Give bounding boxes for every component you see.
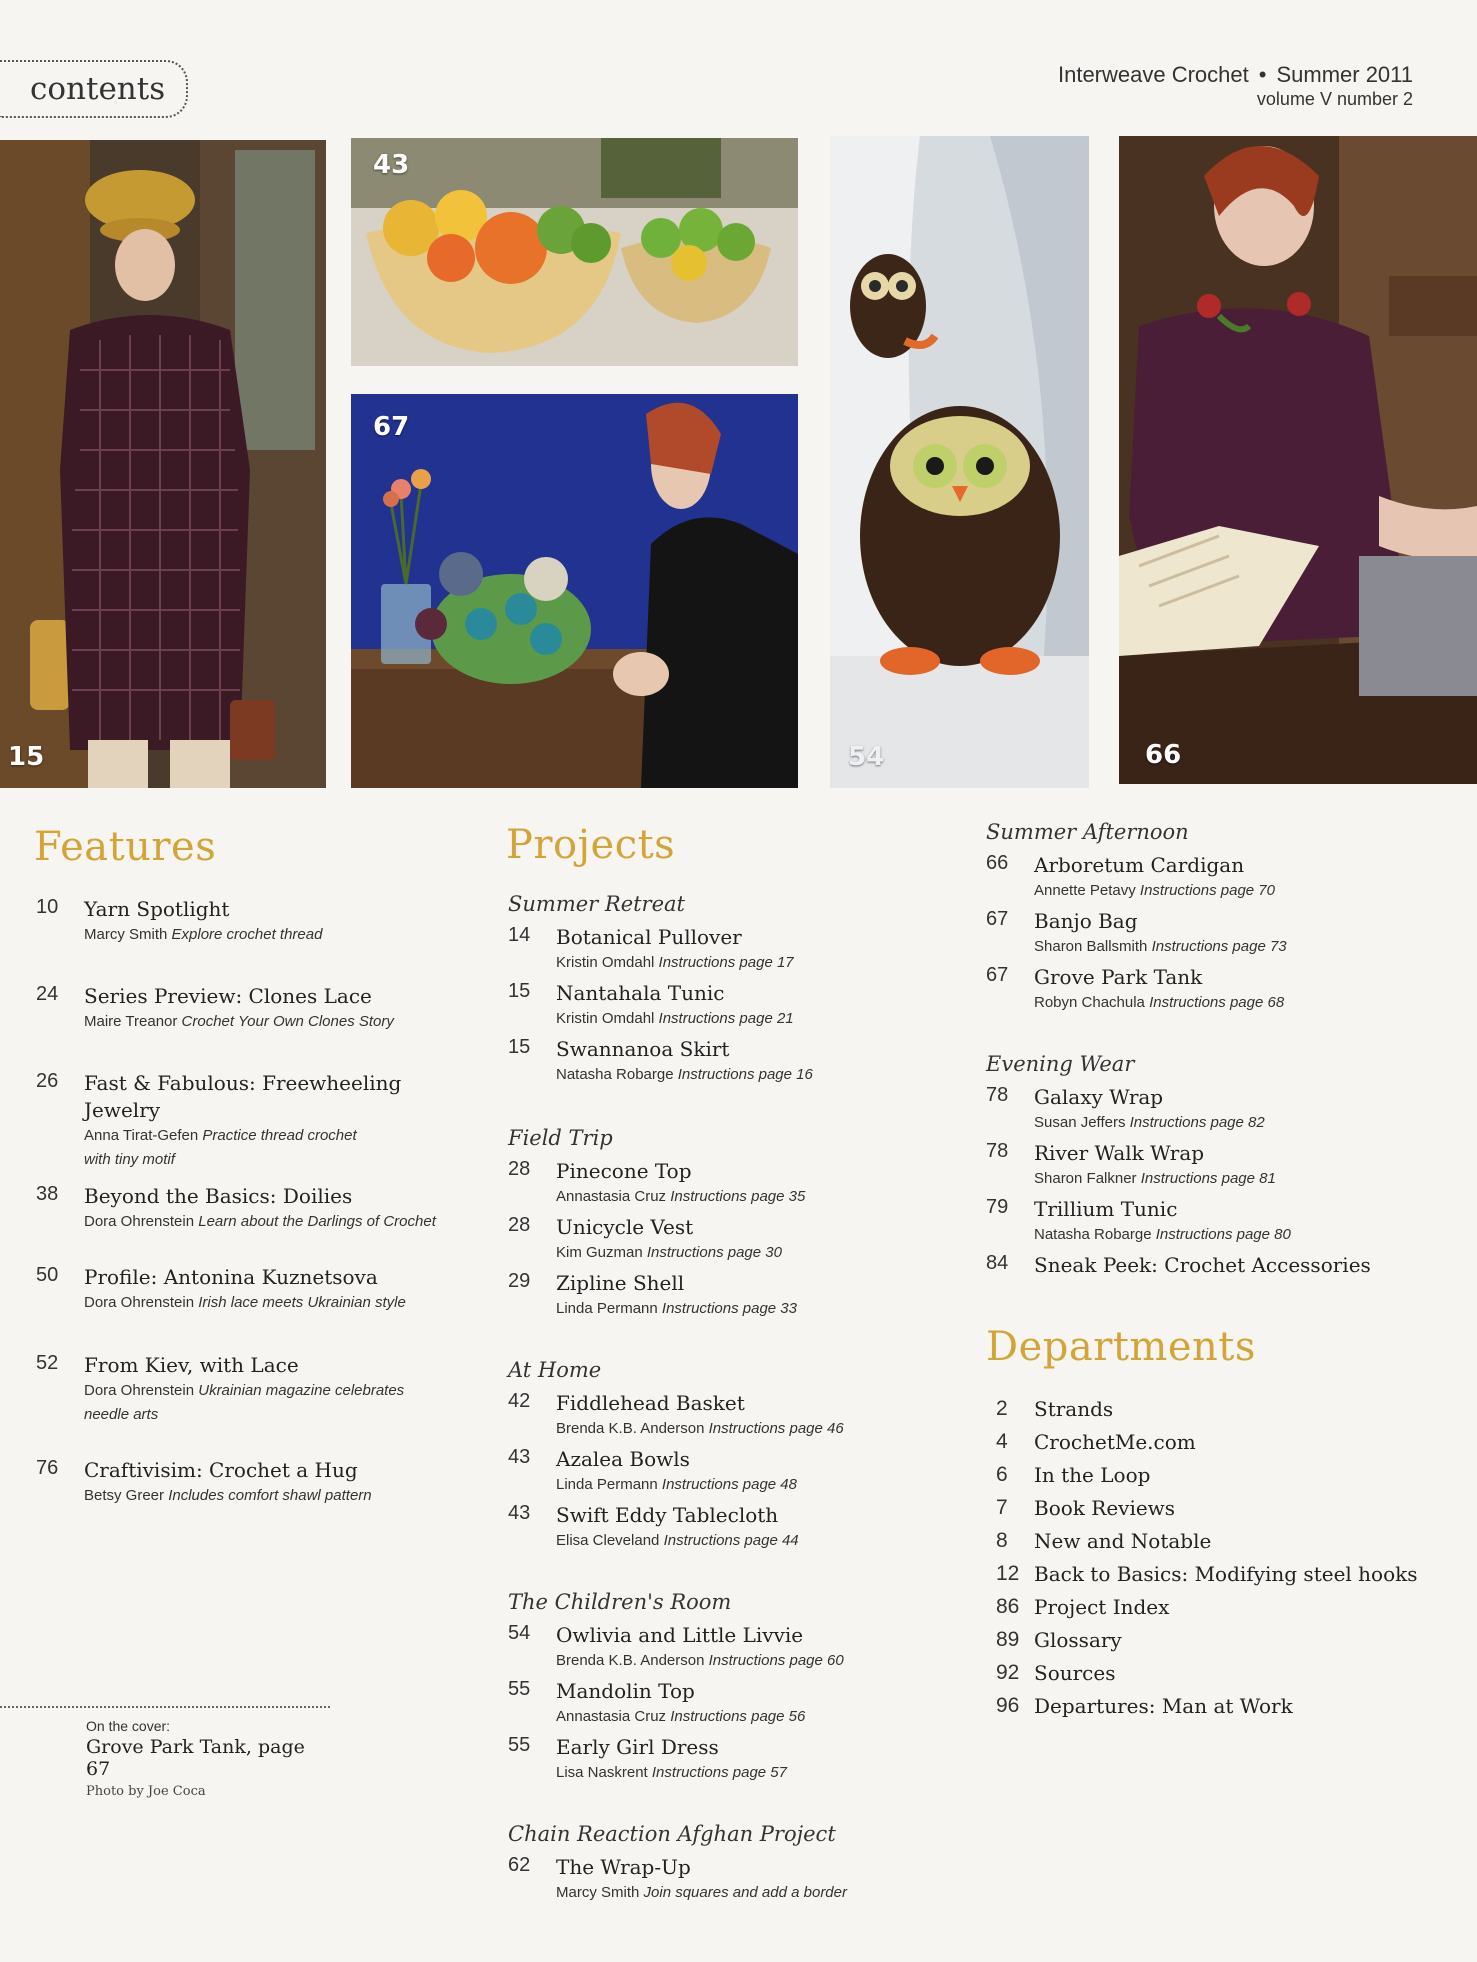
project-group-heading: Chain Reaction Afghan Project xyxy=(508,1822,836,1846)
project-instructions: Instructions page 17 xyxy=(658,954,794,971)
project-title: Unicycle Vest xyxy=(556,1215,694,1239)
project-page: 54 xyxy=(508,1622,531,1644)
project-page: 67 xyxy=(986,964,1009,986)
feature-page: 52 xyxy=(36,1352,59,1374)
feature-page: 38 xyxy=(36,1183,59,1205)
project-page: 28 xyxy=(508,1158,531,1180)
project-page: 42 xyxy=(508,1390,531,1412)
feature-page: 76 xyxy=(36,1457,59,1479)
photo-page-number: 54 xyxy=(848,742,885,772)
cover-credit: Photo by Joe Coca xyxy=(86,1784,206,1799)
feature-page: 26 xyxy=(36,1070,59,1092)
project-page: 84 xyxy=(986,1252,1009,1274)
department-item[interactable] xyxy=(986,1529,1211,1553)
feature-page: 10 xyxy=(36,896,59,918)
project-author: Natasha Robarge xyxy=(1034,1226,1152,1243)
project-title: Swannanoa Skirt xyxy=(556,1037,730,1061)
feature-author: Marcy Smith xyxy=(84,926,168,943)
project-author: Linda Permann xyxy=(556,1300,658,1317)
project-title: Nantahala Tunic xyxy=(556,981,725,1005)
project-item[interactable] xyxy=(508,1214,908,1265)
feature-desc: Ukrainian magazine celebrates xyxy=(198,1382,405,1399)
project-instructions: Instructions page 21 xyxy=(658,1010,794,1027)
contents-label: contents xyxy=(30,71,166,107)
feature-author: Dora Ohrenstein xyxy=(84,1382,195,1399)
feature-item[interactable] xyxy=(36,1264,476,1315)
project-author: Elisa Cleveland xyxy=(556,1532,660,1549)
photo-baskets-image xyxy=(351,138,798,366)
department-item[interactable] xyxy=(986,1397,1113,1421)
photo-baskets xyxy=(351,138,798,366)
department-title: CrochetMe.com xyxy=(1034,1430,1196,1454)
project-item[interactable] xyxy=(508,1502,908,1553)
feature-page: 24 xyxy=(36,983,59,1005)
volume-label: volume V number 2 xyxy=(1256,89,1413,109)
feature-title: From Kiev, with Lace xyxy=(84,1353,299,1377)
feature-author: Betsy Greer xyxy=(84,1487,165,1504)
feature-desc: Includes comfort shawl pattern xyxy=(168,1487,372,1504)
project-item[interactable] xyxy=(986,1252,1436,1279)
photo-bag-image xyxy=(351,394,798,788)
project-title: Banjo Bag xyxy=(1034,909,1138,933)
project-title: Azalea Bowls xyxy=(556,1447,690,1471)
project-page: 15 xyxy=(508,1036,531,1058)
project-group-heading: Field Trip xyxy=(508,1126,613,1150)
department-item[interactable] xyxy=(986,1496,1175,1520)
department-item[interactable] xyxy=(986,1595,1169,1619)
project-group-heading: Summer Afternoon xyxy=(986,820,1189,844)
projects-title: Projects xyxy=(506,822,676,868)
department-page: 4 xyxy=(996,1430,1008,1453)
cover-title[interactable]: Grove Park Tank, page 67 xyxy=(86,1736,305,1780)
contents-tab xyxy=(0,60,188,118)
feature-title: Yarn Spotlight xyxy=(84,897,230,921)
feature-item[interactable] xyxy=(36,1070,476,1172)
department-title: New and Notable xyxy=(1034,1529,1212,1553)
feature-desc-2: with tiny motif xyxy=(84,1151,175,1168)
project-item[interactable] xyxy=(508,924,908,975)
project-group-heading: The Children's Room xyxy=(508,1590,732,1614)
project-author: Marcy Smith xyxy=(556,1884,640,1901)
project-author: Kim Guzman xyxy=(556,1244,643,1261)
project-item[interactable] xyxy=(986,852,1426,903)
photo-page-number: 15 xyxy=(8,742,45,772)
masthead xyxy=(1058,62,1413,110)
project-page: 67 xyxy=(986,908,1009,930)
feature-item[interactable] xyxy=(36,896,476,947)
project-author: Brenda K.B. Anderson xyxy=(556,1420,705,1437)
photo-owls xyxy=(830,136,1089,788)
department-title: Strands xyxy=(1034,1397,1114,1421)
project-item[interactable] xyxy=(508,1854,928,1905)
project-instructions: Instructions page 35 xyxy=(670,1188,806,1205)
feature-item[interactable] xyxy=(36,1183,476,1234)
project-author: Annette Petavy xyxy=(1034,882,1136,899)
project-item[interactable] xyxy=(508,1390,908,1441)
feature-desc: Explore crochet thread xyxy=(171,926,323,943)
project-item[interactable] xyxy=(508,1158,908,1209)
department-title: Book Reviews xyxy=(1034,1496,1176,1520)
department-item[interactable] xyxy=(986,1628,1122,1652)
feature-author: Maire Treanor xyxy=(84,1013,178,1030)
department-title: Sources xyxy=(1034,1661,1116,1685)
feature-desc-2: needle arts xyxy=(84,1406,159,1423)
department-item[interactable] xyxy=(986,1694,1293,1718)
project-item[interactable] xyxy=(508,980,908,1031)
photo-page-number: 67 xyxy=(373,412,410,442)
department-page: 7 xyxy=(996,1496,1008,1519)
project-group-heading: Evening Wear xyxy=(986,1052,1135,1076)
department-item[interactable] xyxy=(986,1562,1418,1586)
photo-tunic xyxy=(0,140,326,788)
project-item[interactable] xyxy=(508,1270,908,1321)
project-item[interactable] xyxy=(986,1140,1426,1191)
project-instructions: Instructions page 68 xyxy=(1149,994,1285,1011)
project-author: Kristin Omdahl xyxy=(556,954,655,971)
project-group-heading: Summer Retreat xyxy=(508,892,685,916)
feature-desc: Learn about the Darlings of Crochet xyxy=(198,1213,436,1230)
feature-desc: Crochet Your Own Clones Story xyxy=(181,1013,394,1030)
department-title: Project Index xyxy=(1034,1595,1170,1619)
project-item[interactable] xyxy=(986,964,1426,1015)
project-group-heading: At Home xyxy=(508,1358,602,1382)
project-author: Annastasia Cruz xyxy=(556,1708,667,1725)
project-title: Owlivia and Little Livvie xyxy=(556,1623,804,1647)
department-title: Departures: Man at Work xyxy=(1034,1694,1293,1718)
project-instructions: Instructions page 60 xyxy=(708,1652,844,1669)
project-page: 55 xyxy=(508,1678,531,1700)
project-page: 62 xyxy=(508,1854,531,1876)
project-page: 79 xyxy=(986,1196,1009,1218)
project-title: Sneak Peek: Crochet Accessories xyxy=(1034,1253,1371,1277)
project-page: 78 xyxy=(986,1084,1009,1106)
project-author: Natasha Robarge xyxy=(556,1066,674,1083)
project-author: Lisa Naskrent xyxy=(556,1764,648,1781)
photo-cardigan-image xyxy=(1119,136,1477,784)
project-page: 78 xyxy=(986,1140,1009,1162)
department-page: 12 xyxy=(996,1562,1020,1585)
project-instructions: Instructions page 80 xyxy=(1155,1226,1291,1243)
feature-title: Beyond the Basics: Doilies xyxy=(84,1184,353,1208)
department-page: 92 xyxy=(996,1661,1020,1684)
project-instructions: Instructions page 73 xyxy=(1151,938,1287,955)
project-author: Sharon Falkner xyxy=(1034,1170,1137,1187)
cover-note xyxy=(0,1706,330,1799)
project-item[interactable] xyxy=(508,1734,908,1785)
project-item[interactable] xyxy=(508,1622,908,1673)
department-title: Back to Basics: Modifying steel hooks xyxy=(1034,1562,1418,1586)
project-item[interactable] xyxy=(986,1196,1426,1247)
project-title: Early Girl Dress xyxy=(556,1735,719,1759)
department-title: In the Loop xyxy=(1034,1463,1151,1487)
department-page: 8 xyxy=(996,1529,1008,1552)
project-item[interactable] xyxy=(508,1036,908,1087)
project-title: Grove Park Tank xyxy=(1034,965,1203,989)
project-author: Robyn Chachula xyxy=(1034,994,1145,1011)
cover-label: On the cover: xyxy=(86,1718,171,1734)
project-page: 43 xyxy=(508,1446,531,1468)
photo-cardigan xyxy=(1119,136,1477,784)
feature-title: Fast & Fabulous: Freewheeling Jewelry xyxy=(84,1071,402,1122)
project-instructions: Instructions page 48 xyxy=(661,1476,797,1493)
photo-bag xyxy=(351,394,798,788)
feature-title: Series Preview: Clones Lace xyxy=(84,984,372,1008)
project-title: Zipline Shell xyxy=(556,1271,685,1295)
project-item[interactable] xyxy=(508,1678,908,1729)
feature-item[interactable] xyxy=(36,1352,476,1427)
feature-item[interactable] xyxy=(36,1457,476,1508)
project-author: Sharon Ballsmith xyxy=(1034,938,1148,955)
project-author: Brenda K.B. Anderson xyxy=(556,1652,705,1669)
department-title: Glossary xyxy=(1034,1628,1122,1652)
project-author: Kristin Omdahl xyxy=(556,1010,655,1027)
features-title: Features xyxy=(34,824,217,870)
departments-title: Departments xyxy=(986,1324,1256,1370)
feature-author: Anna Tirat-Gefen xyxy=(84,1127,199,1144)
department-page: 86 xyxy=(996,1595,1020,1618)
feature-desc: Practice thread crochet xyxy=(202,1127,357,1144)
department-page: 89 xyxy=(996,1628,1020,1651)
feature-title: Craftivisim: Crochet a Hug xyxy=(84,1458,358,1482)
photo-tunic-image xyxy=(0,140,326,788)
photo-page-number: 43 xyxy=(373,150,410,180)
feature-author: Dora Ohrenstein xyxy=(84,1294,195,1311)
issue-label: Summer 2011 xyxy=(1276,62,1413,87)
project-item[interactable] xyxy=(986,908,1426,959)
project-title: Mandolin Top xyxy=(556,1679,695,1703)
project-page: 43 xyxy=(508,1502,531,1524)
project-title: Swift Eddy Tablecloth xyxy=(556,1503,779,1527)
feature-page: 50 xyxy=(36,1264,59,1286)
project-page: 15 xyxy=(508,980,531,1002)
project-instructions: Instructions page 46 xyxy=(708,1420,844,1437)
feature-author: Dora Ohrenstein xyxy=(84,1213,195,1230)
project-author: Susan Jeffers xyxy=(1034,1114,1126,1131)
project-instructions: Instructions page 57 xyxy=(651,1764,787,1781)
department-item[interactable] xyxy=(986,1661,1115,1685)
project-title: Fiddlehead Basket xyxy=(556,1391,745,1415)
project-item[interactable] xyxy=(986,1084,1426,1135)
project-instructions: Instructions page 81 xyxy=(1140,1170,1276,1187)
project-title: Arboretum Cardigan xyxy=(1034,853,1245,877)
department-page: 96 xyxy=(996,1694,1020,1717)
project-author: Linda Permann xyxy=(556,1476,658,1493)
project-instructions: Instructions page 44 xyxy=(663,1532,799,1549)
feature-title: Profile: Antonina Kuznetsova xyxy=(84,1265,378,1289)
project-title: The Wrap-Up xyxy=(556,1855,691,1879)
project-title: Pinecone Top xyxy=(556,1159,692,1183)
department-page: 6 xyxy=(996,1463,1008,1486)
project-instructions: Instructions page 56 xyxy=(670,1708,806,1725)
department-page: 2 xyxy=(996,1397,1008,1420)
project-instructions: Instructions page 70 xyxy=(1139,882,1275,899)
project-instructions: Join squares and add a border xyxy=(643,1884,847,1901)
project-title: River Walk Wrap xyxy=(1034,1141,1205,1165)
photo-page-number: 66 xyxy=(1145,740,1182,770)
project-instructions: Instructions page 33 xyxy=(661,1300,797,1317)
project-title: Botanical Pullover xyxy=(556,925,742,949)
project-title: Trillium Tunic xyxy=(1034,1197,1178,1221)
bullet-icon: • xyxy=(1258,62,1267,87)
project-page: 29 xyxy=(508,1270,531,1292)
project-title: Galaxy Wrap xyxy=(1034,1085,1164,1109)
project-instructions: Instructions page 16 xyxy=(677,1066,813,1083)
feature-desc: Irish lace meets Ukrainian style xyxy=(198,1294,406,1311)
project-instructions: Instructions page 82 xyxy=(1129,1114,1265,1131)
project-item[interactable] xyxy=(508,1446,908,1497)
department-item[interactable] xyxy=(986,1430,1196,1454)
project-page: 14 xyxy=(508,924,531,946)
magazine-name: Interweave Crochet xyxy=(1057,62,1249,87)
project-page: 66 xyxy=(986,852,1009,874)
department-item[interactable] xyxy=(986,1463,1150,1487)
photo-owls-image xyxy=(830,136,1089,788)
project-page: 55 xyxy=(508,1734,531,1756)
project-page: 28 xyxy=(508,1214,531,1236)
project-instructions: Instructions page 30 xyxy=(646,1244,782,1261)
project-author: Annastasia Cruz xyxy=(556,1188,667,1205)
feature-item[interactable] xyxy=(36,983,476,1034)
